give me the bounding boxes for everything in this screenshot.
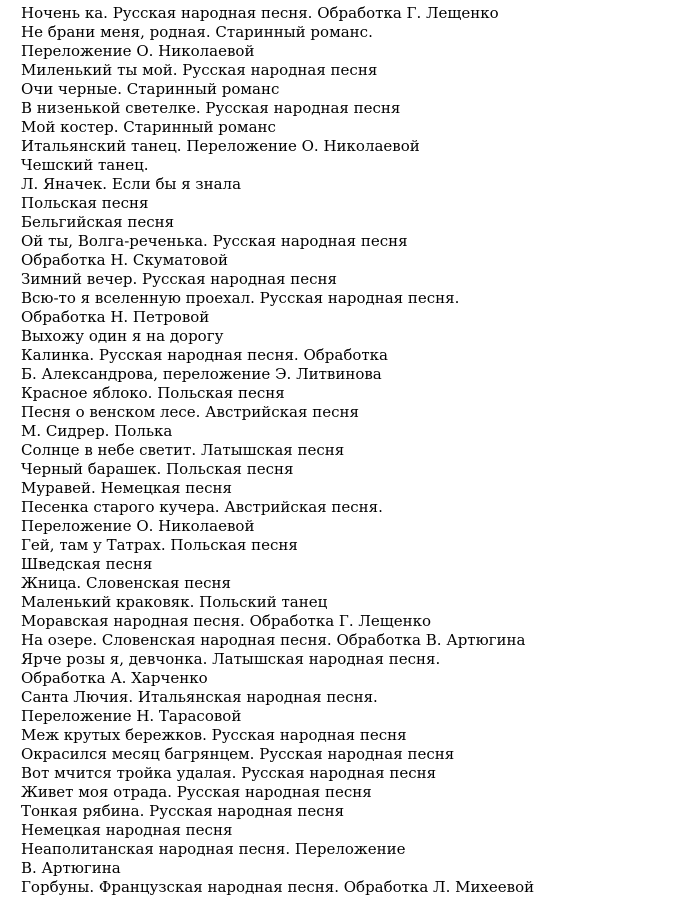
- list-item: Черный барашек. Польская песня: [21, 460, 294, 478]
- list-item: Меж крутых бережков. Русская народная песня: [21, 726, 407, 744]
- list-item: Обработка Н. Петровой: [21, 308, 210, 326]
- list-item: Тонкая рябина. Русская народная песня: [21, 802, 345, 820]
- list-item: М. Сидрер. Полька: [21, 422, 173, 440]
- list-item: Очи черные. Старинный романс: [21, 80, 280, 98]
- list-item: Ярче розы я, девчонка. Латышская народная песня.: [21, 650, 441, 668]
- list-item: В. Артюгина: [21, 859, 121, 877]
- list-item: Окрасился месяц багрянцем. Русская народная песня: [21, 745, 455, 763]
- list-item: Выхожу один я на дорогу: [21, 327, 224, 345]
- list-item: Итальянский танец. Переложение О. Николаевой: [21, 137, 420, 155]
- list-item: Санта Лючия. Итальянская народная песня.: [21, 688, 378, 706]
- list-item: Калинка. Русская народная песня. Обработка: [21, 346, 389, 364]
- list-item: Всю-то я вселенную проехал. Русская народная песня.: [21, 289, 460, 307]
- list-item: Миленький ты мой. Русская народная песня: [21, 61, 378, 79]
- list-item: Ой ты, Волга-реченька. Русская народная песня: [21, 232, 408, 250]
- list-item: Переложение О. Николаевой: [21, 517, 255, 535]
- list-item: Обработка А. Харченко: [21, 669, 208, 687]
- list-item: Не брани меня, родная. Старинный романс.: [21, 23, 373, 41]
- list-item: Шведская песня: [21, 555, 153, 573]
- list-item: Немецкая народная песня: [21, 821, 233, 839]
- list-item: Бельгийская песня: [21, 213, 175, 231]
- list-item: Песня о венском лесе. Австрийская песня: [21, 403, 359, 421]
- list-item: Красное яблоко. Польская песня: [21, 384, 285, 402]
- list-item: Песенка старого кучера. Австрийская песня.: [21, 498, 383, 516]
- list-item: Обработка Н. Скуматовой: [21, 251, 229, 269]
- list-item: Муравей. Немецкая песня: [21, 479, 233, 497]
- list-item: Жница. Словенская песня: [21, 574, 232, 592]
- list-item: Переложение О. Николаевой: [21, 42, 255, 60]
- list-item: Чешский танец.: [21, 156, 149, 174]
- list-item: Л. Яначек. Если бы я знала: [21, 175, 242, 193]
- list-item: Горбуны. Французская народная песня. Обработка Л. Михеевой: [21, 878, 535, 896]
- list-item: Живет моя отрада. Русская народная песня: [21, 783, 372, 801]
- list-item: Солнце в небе светит. Латышская песня: [21, 441, 345, 459]
- list-item: Переложение Н. Тарасовой: [21, 707, 242, 725]
- list-item: Зимний вечер. Русская народная песня: [21, 270, 338, 288]
- document-page: [21, 0, 681, 900]
- list-item: Вот мчится тройка удалая. Русская народная песня: [21, 764, 437, 782]
- list-item: Неаполитанская народная песня. Переложение: [21, 840, 406, 858]
- list-item: На озере. Словенская народная песня. Обработка В. Артюгина: [21, 631, 526, 649]
- list-item: Гей, там у Татрах. Польская песня: [21, 536, 298, 554]
- list-item: Ночень ка. Русская народная песня. Обработка Г. Лещенко: [21, 4, 499, 22]
- list-item: В низенькой светелке. Русская народная песня: [21, 99, 401, 117]
- list-item: Польская песня: [21, 194, 149, 212]
- list-item: Маленький краковяк. Польский танец: [21, 593, 328, 611]
- list-item: Моравская народная песня. Обработка Г. Лещенко: [21, 612, 431, 630]
- list-item: Б. Александрова, переложение Э. Литвинова: [21, 365, 382, 383]
- list-item: Мой костер. Старинный романс: [21, 118, 276, 136]
